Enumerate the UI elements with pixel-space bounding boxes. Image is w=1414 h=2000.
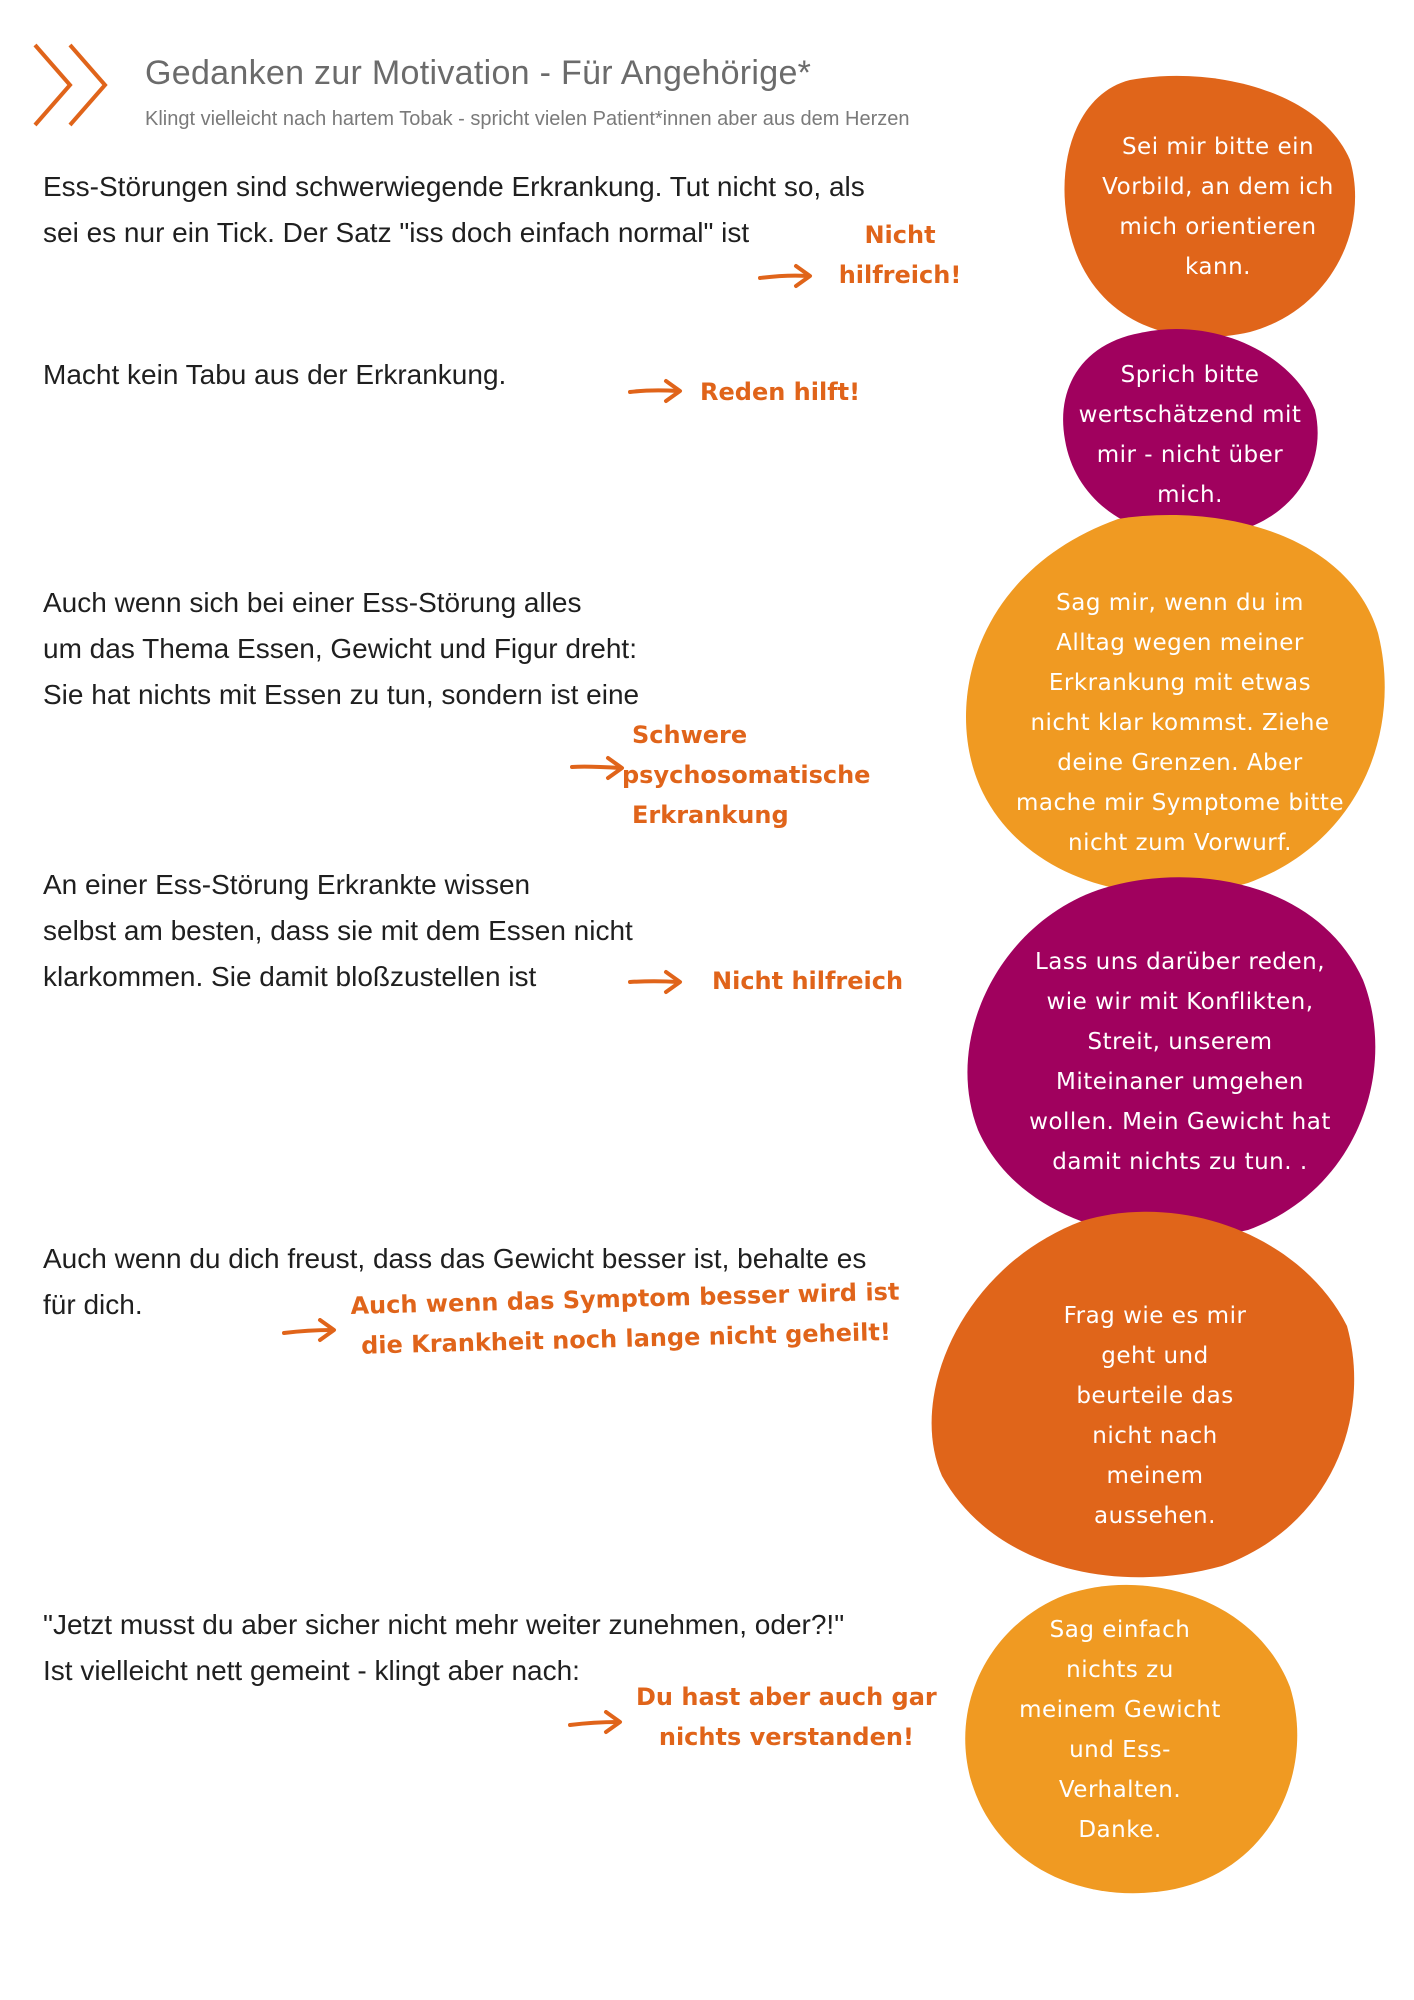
blob-line: mich. <box>1157 482 1223 508</box>
note-line: die Krankheit noch lange nicht geheilt! <box>360 1317 892 1360</box>
paragraph-line: Ist vielleicht nett gemeint - klingt aber nach: <box>43 1655 580 1686</box>
arrow-right-icon <box>570 755 626 781</box>
blob-line: Vorbild, an dem ich <box>1102 174 1334 200</box>
paragraph-line: um das Thema Essen, Gewicht und Figur dreht: <box>43 633 637 664</box>
blob-line: wie wir mit Konflikten, <box>1046 989 1314 1015</box>
paragraph-line: Macht kein Tabu aus der Erkrankung. <box>43 359 507 390</box>
arrow-right-icon <box>628 378 684 404</box>
blob-line: wertschätzend mit <box>1078 402 1302 428</box>
blob-6-text <box>1000 1610 1240 1850</box>
blob-line: wollen. Mein Gewicht hat <box>1029 1109 1331 1135</box>
blob-line: Miteinaner umgehen <box>1056 1069 1304 1095</box>
blob-line: damit nichts zu tun. . <box>1052 1149 1308 1175</box>
blob-line: deine Grenzen. Aber <box>1057 750 1303 776</box>
note-line: Nicht <box>864 221 936 249</box>
double-chevron-icon <box>30 40 120 130</box>
note-line: nichts verstanden! <box>658 1723 914 1751</box>
section-6-note <box>636 1677 937 1757</box>
blob-line: Sag mir, wenn du im <box>1056 590 1304 616</box>
section-4-note <box>712 961 903 1001</box>
section-4-text <box>43 862 633 1000</box>
blob-line: Erkrankung mit etwas <box>1048 670 1312 696</box>
blob-line: meinem <box>1106 1463 1204 1489</box>
section-2-text <box>43 352 506 398</box>
blob-line: und Ess- <box>1069 1737 1171 1763</box>
blob-line: Sprich bitte <box>1120 362 1260 388</box>
blob-line: Alltag wegen meiner <box>1056 630 1304 656</box>
blob-line: kann. <box>1185 254 1251 280</box>
page-title: Gedanken zur Motivation - Für Angehörige* <box>145 54 812 92</box>
note-line: Erkrankung <box>632 801 789 829</box>
arrow-right-icon <box>568 1710 624 1736</box>
paragraph-line: für dich. <box>43 1289 143 1320</box>
note-line: Nicht hilfreich <box>712 967 904 995</box>
note-line: Schwere <box>632 721 748 749</box>
blob-line: mache mir Symptome bitte <box>1015 790 1345 816</box>
page-subtitle: Klingt vielleicht nach hartem Tobak - spricht vielen Patient*innen aber aus dem Herzen <box>145 108 910 130</box>
paragraph-line: Sie hat nichts mit Essen zu tun, sondern ist eine <box>43 679 640 710</box>
section-3-note <box>622 715 870 835</box>
blob-line: Streit, unserem <box>1087 1029 1273 1055</box>
blob-line: Frag wie es mir <box>1063 1303 1247 1329</box>
blob-4-text <box>1010 942 1350 1182</box>
paragraph-line: selbst am besten, dass sie mit dem Essen nicht <box>43 915 633 946</box>
section-5-note <box>350 1272 901 1366</box>
section-1-note <box>830 215 970 295</box>
blob-line: Sag einfach <box>1049 1617 1191 1643</box>
paragraph-line: Auch wenn sich bei einer Ess-Störung alles <box>43 587 582 618</box>
blob-2-text <box>1070 355 1310 515</box>
note-line: Du hast aber auch gar <box>636 1683 937 1711</box>
arrow-right-icon <box>758 263 814 289</box>
blob-line: nicht klar kommst. Ziehe <box>1030 710 1330 736</box>
note-line: Auch wenn das Symptom besser wird ist <box>350 1277 900 1320</box>
blob-line: beurteile das <box>1076 1383 1234 1409</box>
section-1-text <box>43 164 865 256</box>
blob-line: Lass uns darüber reden, <box>1034 949 1326 975</box>
blob-line: Danke. <box>1078 1817 1162 1843</box>
blob-line: nicht nach <box>1092 1423 1218 1449</box>
paragraph-line: "Jetzt musst du aber sicher nicht mehr weiter zunehmen, oder?!" <box>43 1609 845 1640</box>
paragraph-line: klarkommen. Sie damit bloßzustellen ist <box>43 961 537 992</box>
paragraph-line: An einer Ess-Störung Erkrankte wissen <box>43 869 531 900</box>
arrow-right-icon <box>628 969 684 995</box>
note-line: psychosomatische <box>622 761 871 789</box>
note-line: Reden hilft! <box>700 378 861 406</box>
blob-line: Verhalten. <box>1058 1777 1182 1803</box>
blob-3-text <box>1010 583 1350 863</box>
blob-line: aussehen. <box>1094 1503 1216 1529</box>
section-3-text <box>43 580 639 718</box>
section-2-note <box>700 372 860 412</box>
note-line: hilfreich! <box>838 261 962 289</box>
blob-line: Sei mir bitte ein <box>1121 134 1315 160</box>
blob-line: nichts zu <box>1066 1657 1174 1683</box>
paragraph-line: sei es nur ein Tick. Der Satz "iss doch einfach normal" ist <box>43 217 750 248</box>
paragraph-line: Auch wenn du dich freust, dass das Gewicht besser ist, behalte es <box>43 1243 867 1274</box>
arrow-right-icon <box>282 1318 338 1344</box>
blob-line: nicht zum Vorwurf. <box>1068 830 1292 856</box>
blob-line: mir - nicht über <box>1096 442 1284 468</box>
blob-5-text <box>1030 1296 1280 1536</box>
blob-line: meinem Gewicht <box>1019 1697 1221 1723</box>
blob-1-text <box>1090 127 1346 287</box>
blob-line: mich orientieren <box>1119 214 1317 240</box>
paragraph-line: Ess-Störungen sind schwerwiegende Erkrankung. Tut nicht so, als <box>43 171 865 202</box>
blob-line: geht und <box>1101 1343 1209 1369</box>
